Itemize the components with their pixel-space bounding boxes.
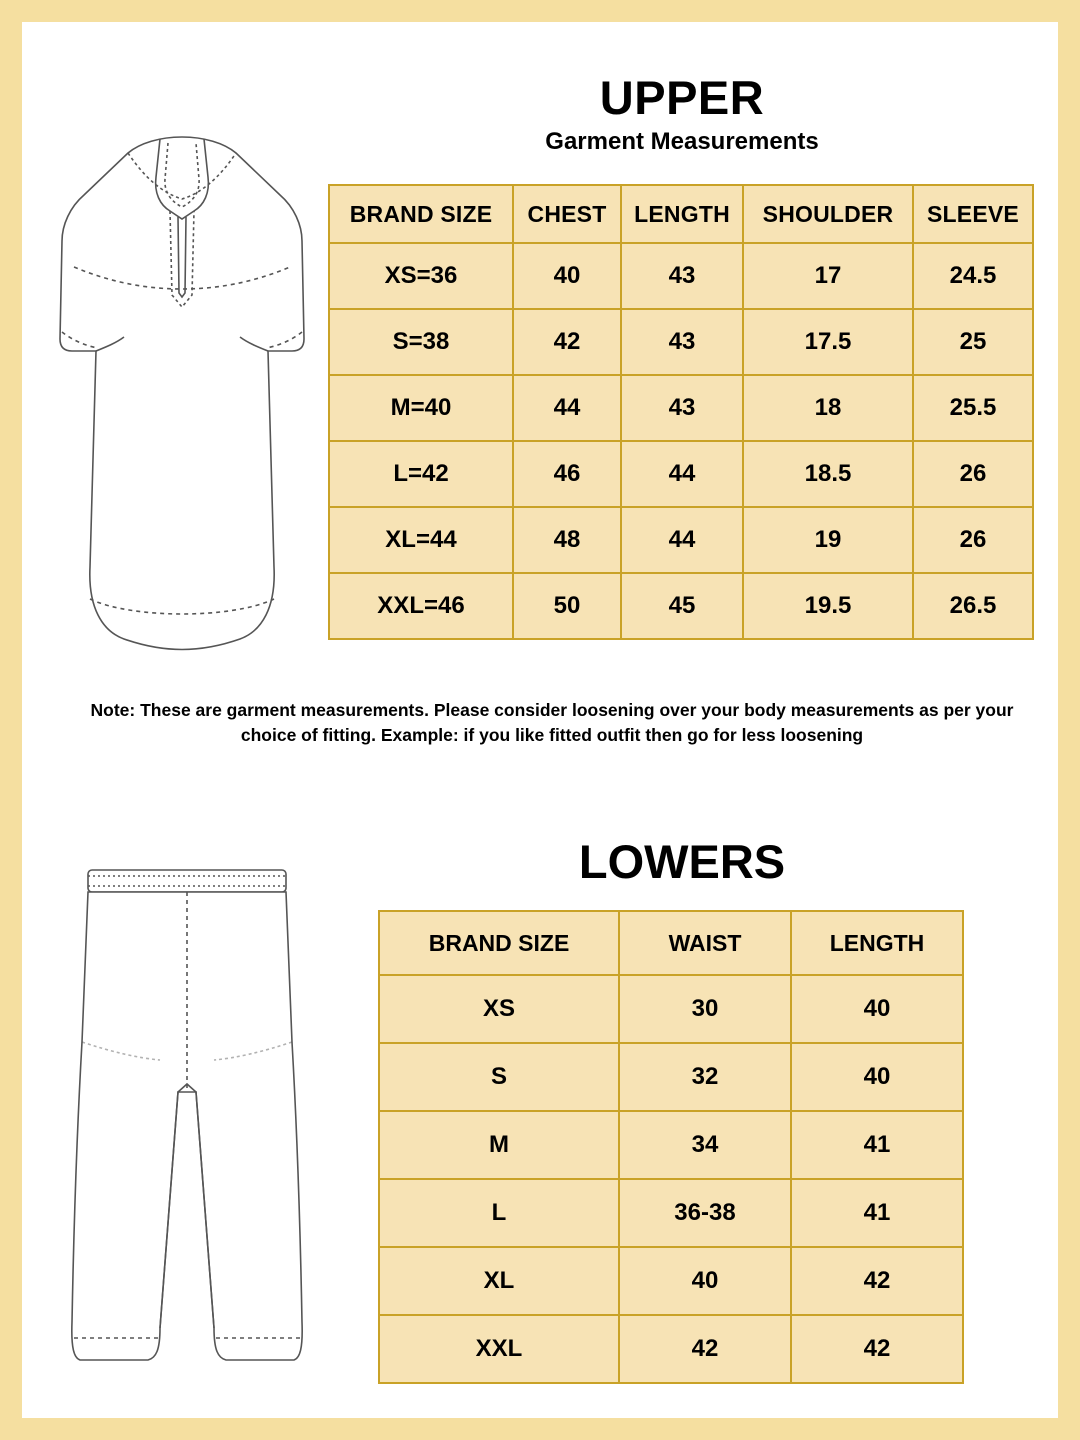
table-row (379, 975, 963, 1043)
cell-length: 45 (621, 573, 743, 639)
cell-brand-size: M=40 (329, 375, 513, 441)
measurement-note: Note: These are garment measurements. Please consider loosening over your body measurements as per your choice of fitting. Example: if you like fitted outfit then go for less loosening (90, 700, 1014, 746)
cell-length: 41 (791, 1111, 963, 1179)
cell-waist: 42 (619, 1315, 791, 1383)
table-header-row (329, 185, 1033, 243)
column-header-waist: WAIST (619, 911, 791, 975)
cell-shoulder: 18 (743, 375, 913, 441)
table-row (329, 441, 1033, 507)
cell-shoulder: 19 (743, 507, 913, 573)
column-header-length: LENGTH (621, 185, 743, 243)
upper-section (22, 22, 1058, 762)
cell-length: 42 (791, 1315, 963, 1383)
cell-waist: 30 (619, 975, 791, 1043)
table-row (329, 309, 1033, 375)
cell-sleeve: 25 (913, 309, 1033, 375)
cell-shoulder: 17.5 (743, 309, 913, 375)
cell-length: 42 (791, 1247, 963, 1315)
kurta-illustration (32, 107, 332, 667)
table-row (379, 1315, 963, 1383)
cell-sleeve: 24.5 (913, 243, 1033, 309)
table-row (329, 375, 1033, 441)
lowers-measurements-table (378, 910, 964, 1384)
cell-length: 44 (621, 507, 743, 573)
cell-length: 40 (791, 975, 963, 1043)
cell-brand-size: L (379, 1179, 619, 1247)
cell-waist: 34 (619, 1111, 791, 1179)
upper-measurements-table (328, 184, 1034, 640)
upper-title: UPPER (599, 71, 765, 124)
cell-sleeve: 26 (913, 507, 1033, 573)
cell-brand-size: S (379, 1043, 619, 1111)
cell-brand-size: XS (379, 975, 619, 1043)
cell-sleeve: 25.5 (913, 375, 1033, 441)
cell-chest: 48 (513, 507, 621, 573)
cell-sleeve: 26 (913, 441, 1033, 507)
table-row (329, 573, 1033, 639)
cell-chest: 50 (513, 573, 621, 639)
table-row (329, 507, 1033, 573)
cell-shoulder: 18.5 (743, 441, 913, 507)
cell-shoulder: 19.5 (743, 573, 913, 639)
cell-chest: 40 (513, 243, 621, 309)
table-row (379, 1179, 963, 1247)
cell-length: 43 (621, 243, 743, 309)
cell-chest: 44 (513, 375, 621, 441)
column-header-sleeve: SLEEVE (913, 185, 1033, 243)
column-header-brand-size: BRAND SIZE (379, 911, 619, 975)
upper-subtitle: Garment Measurements (545, 128, 819, 155)
cell-brand-size: M (379, 1111, 619, 1179)
cell-waist: 32 (619, 1043, 791, 1111)
table-row (329, 243, 1033, 309)
column-header-chest: CHEST (513, 185, 621, 243)
cell-length: 44 (621, 441, 743, 507)
cell-brand-size: XL=44 (329, 507, 513, 573)
lowers-title: LOWERS (578, 835, 786, 888)
cell-chest: 46 (513, 441, 621, 507)
cell-brand-size: L=42 (329, 441, 513, 507)
cell-brand-size: XXL=46 (329, 573, 513, 639)
cell-length: 40 (791, 1043, 963, 1111)
size-chart-page (22, 22, 1058, 1418)
cell-brand-size: XXL (379, 1315, 619, 1383)
table-row (379, 1247, 963, 1315)
cell-length: 43 (621, 309, 743, 375)
cell-length: 43 (621, 375, 743, 441)
table-row (379, 1111, 963, 1179)
column-header-length: LENGTH (791, 911, 963, 975)
column-header-brand-size: BRAND SIZE (329, 185, 513, 243)
cell-length: 41 (791, 1179, 963, 1247)
cell-sleeve: 26.5 (913, 573, 1033, 639)
cell-brand-size: S=38 (329, 309, 513, 375)
pyjama-illustration (52, 852, 322, 1392)
table-header-row (379, 911, 963, 975)
cell-brand-size: XL (379, 1247, 619, 1315)
cell-waist: 36-38 (619, 1179, 791, 1247)
table-row (379, 1043, 963, 1111)
cell-waist: 40 (619, 1247, 791, 1315)
cell-brand-size: XS=36 (329, 243, 513, 309)
column-header-shoulder: SHOULDER (743, 185, 913, 243)
cell-shoulder: 17 (743, 243, 913, 309)
cell-chest: 42 (513, 309, 621, 375)
